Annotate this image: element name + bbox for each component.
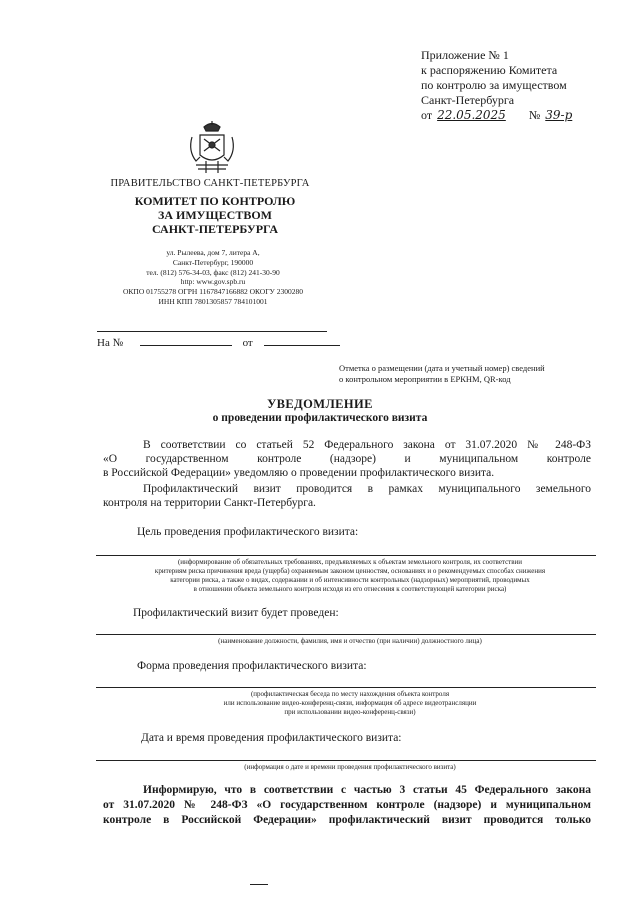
government-name: ПРАВИТЕЛЬСТВО САНКТ-ПЕТЕРБУРГА <box>110 178 310 189</box>
hint-line: (информация о дате и времени проведения профилактического визита) <box>244 763 456 771</box>
registration-line <box>97 335 340 349</box>
datetime-fill-line[interactable] <box>96 760 596 761</box>
body-paragraph-2 <box>103 482 591 510</box>
hint-line: критериям риска причинения вреда (ущерба) охраняемым законом ценностям, основаниях и о рекомендуемых способах снижения <box>154 567 546 575</box>
hint-line: в отношении объекта земельного контроля исходя из его отнесения к соответствующей категории риска) <box>193 585 507 593</box>
date-prefix: от <box>421 108 433 122</box>
committee-line: ЗА ИМУЩЕСТВОМ <box>158 208 272 222</box>
form-label: Форма проведения профилактического визита: <box>137 660 367 672</box>
number-prefix: № <box>528 108 541 122</box>
appendix-block <box>421 48 574 123</box>
footer-line: Информирую, что в соответствии с частью 3 статьи 45 Федерального закона <box>143 784 591 796</box>
website-line: http: www.gov.spb.ru <box>180 277 246 287</box>
body-paragraph-1 <box>103 438 591 480</box>
committee-name <box>110 194 320 236</box>
footer-paragraph <box>103 783 591 828</box>
phone-line: тел. (812) 576-34-03, факс (812) 241-30-90 <box>146 267 280 277</box>
qr-note-line: Отметка о размещении (дата и учетный номер) сведений <box>339 363 545 373</box>
form-hint <box>100 690 600 717</box>
scan-mark <box>250 884 268 885</box>
appendix-line: к распоряжению Комитета <box>421 63 558 77</box>
ot-blank <box>264 335 340 346</box>
hint-line: (профилактическая беседа по месту нахождения объекта контроля <box>250 690 450 698</box>
hint-line: категории риска, а также о видах, содержании и об интенсивности контрольных (надзорных) мероприятий, проводимых <box>170 576 530 584</box>
qr-note <box>339 363 579 385</box>
na-label: На № <box>97 337 124 349</box>
coat-of-arms-emblem <box>184 121 240 175</box>
hint-line: или использование видео-конференц-связи, информация об адресе видеотрансляции <box>223 699 477 707</box>
purpose-hint <box>100 558 600 594</box>
body-line: контроля на территории Санкт-Петербурга. <box>103 497 316 509</box>
purpose-fill-line[interactable] <box>96 555 596 556</box>
handwritten-date: 22.05.2025 <box>437 108 506 122</box>
appendix-line: по контролю за имуществом <box>421 78 567 92</box>
body-line: В соответствии со статьей 52 Федерального закона от 31.07.2020 № 248-ФЗ <box>143 439 591 451</box>
purpose-label: Цель проведения профилактического визита: <box>137 526 359 538</box>
committee-line: КОМИТЕТ ПО КОНТРОЛЮ <box>134 194 296 208</box>
inspector-hint <box>100 637 600 646</box>
appendix-line: Санкт-Петербурга <box>421 93 515 107</box>
address-line: ул. Рылеева, дом 7, литера А, <box>166 248 260 257</box>
ot-label: от <box>242 337 253 349</box>
body-line: Профилактический визит проводится в рамках муниципального земельного <box>143 483 591 495</box>
appendix-title: Приложение № 1 <box>421 48 509 62</box>
qr-note-line: о контрольном мероприятии в ЕРКНМ, QR-код <box>339 374 511 384</box>
document-subtitle: о проведении профилактического визита <box>212 412 428 424</box>
appendix-date-line <box>421 108 574 123</box>
footer-line: от 31.07.2020 № 248-ФЗ «О государственном контроле (надзоре) и муниципальном <box>103 799 591 811</box>
address-block <box>98 248 328 307</box>
form-fill-line[interactable] <box>96 687 596 688</box>
document-title: УВЕДОМЛЕНИЕ <box>267 397 373 411</box>
footer-line: контроле в Российской Федерации» профилактический визит проводится только <box>103 814 591 826</box>
inspector-fill-line[interactable] <box>96 634 596 635</box>
hint-line: при использовании видео-конференц-связи) <box>284 708 416 716</box>
hint-line: (информирование об обязательных требованиях, предъявляемых к объектам земельного контроля, их соответствии <box>177 558 523 566</box>
datetime-label: Дата и время проведения профилактического визита: <box>141 732 402 744</box>
inspector-label: Профилактический визит будет проведен: <box>133 607 339 619</box>
body-line: «О государственном контроле (надзоре) и муниципальном контроле <box>103 453 591 465</box>
body-line: в Российской Федерации» уведомляю о проведении профилактического визита. <box>103 467 495 479</box>
handwritten-number: 39-р <box>545 108 573 122</box>
codes-line: ОКПО 01755278 ОГРН 1167847166882 ОКОГУ 2300280 <box>123 287 303 297</box>
inn-line: ИНН КПП 7801305857 784101001 <box>158 296 268 306</box>
na-blank <box>140 335 232 346</box>
hint-line: (наименование должности, фамилия, имя и отчество (при наличии) должностного лица) <box>218 637 482 645</box>
datetime-hint <box>100 763 600 772</box>
address-line: Санкт-Петербург, 190000 <box>172 257 254 267</box>
committee-line: САНКТ-ПЕТЕРБУРГА <box>151 222 279 236</box>
divider <box>97 331 327 332</box>
